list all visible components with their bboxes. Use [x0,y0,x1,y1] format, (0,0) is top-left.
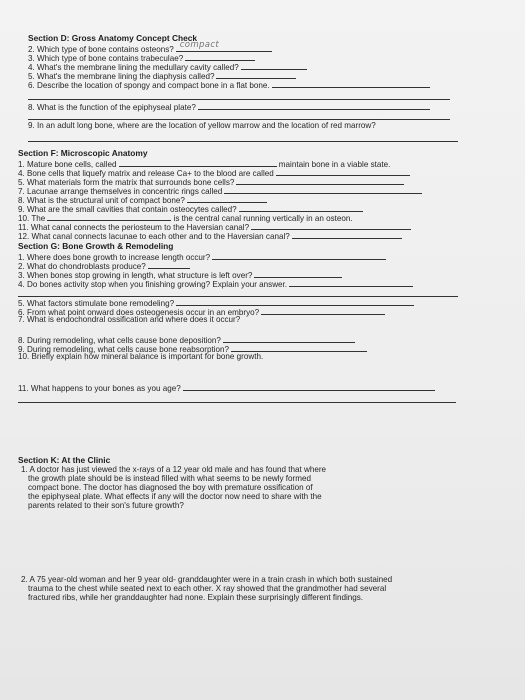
section-g-q7: 7. What is endochondral ossification and where does it occur? [18,315,241,324]
section-f-q11-answer-blank[interactable] [251,221,411,230]
section-d-q8-text: 8. What is the function of the epiphyseal plate? [28,103,196,112]
section-g-q11-answer-blank[interactable] [183,382,435,391]
section-d-q3-answer-blank[interactable] [185,52,255,61]
section-g-q2-answer-blank[interactable] [148,260,190,269]
section-d-q6-answer-blank[interactable] [272,79,430,88]
section-g-q11 [18,382,435,394]
section-k-q2-line-1: 2. A 75 year-old woman and her 9 year old- granddaughter were in a train crash in which both sustained [21,575,393,584]
section-d-q6-answer-rule[interactable] [28,99,450,100]
section-d-q5-answer-blank[interactable] [216,70,296,79]
section-d-title: Section D: Gross Anatomy Concept Check [28,33,198,43]
section-f-q12-text: 12. What canal connects lacunae to each other and to the Haversian canal? [18,232,290,241]
section-g-q2-text: 2. What do chondroblasts produce? [18,262,146,271]
section-f-q4-answer-blank[interactable] [276,167,410,176]
section-f-title: Section F: Microscopic Anatomy [18,148,148,158]
section-g-q9-answer-blank[interactable] [231,343,367,352]
section-g-q10: 10. Briefly explain how mineral balance is important for bone growth. [18,352,264,361]
section-g-q8-text: 8. During remodeling, what cells cause bone deposition? [18,336,221,345]
section-g-q6-text: 6. From what point onward does osteogenesis occur in an embryo? [18,308,260,317]
section-d-q9: 9. In an adult long bone, where are the location of yellow marrow and the location of red marrow? [28,121,376,130]
section-f-q5-answer-blank[interactable] [236,176,404,185]
section-d-q6 [28,79,430,91]
section-g-q4-text: 4. Do bones activity stop when you finishing growing? Explain your answer. [18,280,288,289]
section-k-title: Section K: At the Clinic [18,455,111,465]
section-g-q6-answer-blank[interactable] [261,306,385,315]
section-k-q1-line-4: the epiphyseal plate. What effects if any will the doctor now need to share with the [28,492,322,501]
section-d-q8 [28,101,430,113]
section-g-q5-answer-blank[interactable] [176,297,414,306]
section-d-q8-answer-blank[interactable] [198,101,430,110]
section-g-q4 [18,278,413,290]
section-g-q4-answer-blank[interactable] [289,278,413,287]
section-f-q5-text: 5. What materials form the matrix that surrounds bone cells? [18,178,235,187]
section-k-q2-line-2: trauma to the chest while seated next to each other. X ray showed that the grandmother had several [28,584,387,593]
section-d-q2-handwritten-answer: compact [179,40,220,50]
section-g-q3-text: 3. When bones stop growing in length, what structure is left over? [18,271,253,280]
section-d-q3-text: 3. Which type of bone contains trabeculae? [28,54,184,63]
section-d-q8-answer-rule[interactable] [28,119,450,120]
section-f-q1-answer-blank[interactable] [119,158,277,167]
section-f-q10-answer-blank[interactable] [47,212,171,221]
section-g-q3-answer-blank[interactable] [254,269,342,278]
section-f-q7-answer-blank[interactable] [224,185,422,194]
section-g-title: Section G: Bone Growth & Remodeling [18,241,174,251]
section-f-q9-answer-blank[interactable] [239,203,363,212]
section-d-q2-answer-blank[interactable] [176,40,272,52]
section-g-q1-answer-blank[interactable] [212,251,386,260]
section-k-q1-line-3: compact bone. The doctor has diagnosed the boy with premature ossification of [28,483,313,492]
section-d-q9-answer-rule[interactable] [28,141,458,142]
section-f-q1-text-a: 1. Mature bone cells, called [18,160,117,169]
section-f-q10-text-b: is the central canal running vertically in an osteon. [173,214,353,223]
section-f-q8-answer-blank[interactable] [187,194,267,203]
section-f-q4-text: 4. Bone cells that liquefy matrix and release Ca+ to the blood are called [18,169,274,178]
section-f-q8-text: 8. What is the structural unit of compact bone? [18,196,185,205]
section-g-q1-text: 1. Where does bone growth to increase length occur? [18,253,211,262]
section-f-q11-text: 11. What canal connects the periosteum to the Haversian canal? [18,223,250,232]
section-g-q11-text: 11. What happens to your bones as you age? [18,384,181,393]
section-f-q1-text-b: maintain bone in a viable state. [278,160,391,169]
section-g-q9-text: 9. During remodeling, what cells cause bone reabsorption? [18,345,230,354]
section-k-q2-line-3: fractured ribs, while her granddaughter had none. Explain these surprisingly different findings. [28,593,364,602]
section-g-q8-answer-blank[interactable] [223,334,355,343]
section-d-q4-text: 4. What's the membrane lining the medullary cavity called? [28,63,239,72]
section-f-q10-text-a: 10. The [18,214,46,223]
section-g-q11-answer-rule[interactable] [18,402,456,403]
section-f-q7-text: 7. Lacunae arrange themselves in concentric rings called [18,187,223,196]
section-d-q2-text: 2. Which type of bone contains osteons? [28,45,174,54]
section-d-q6-text: 6. Describe the location of spongy and compact bone in a flat bone. [28,81,270,90]
section-d-q5-text: 5. What's the membrane lining the diaphysis called? [28,72,215,81]
section-k-q1-line-5: parents related to their son's future growth? [28,501,184,510]
section-k-q1-line-2: the growth plate should be is instead filled with what seems to be newly formed [28,474,311,483]
section-k-q1-line-1: 1. A doctor has just viewed the x-rays of a 12 year old male and has found that where [21,465,327,474]
section-f-q9-text: 9. What are the small cavities that contain osteocytes called? [18,205,237,214]
section-g-q5-text: 5. What factors stimulate bone remodeling? [18,299,175,308]
section-f-q12-answer-blank[interactable] [292,230,402,239]
section-d-q4-answer-blank[interactable] [241,61,307,70]
